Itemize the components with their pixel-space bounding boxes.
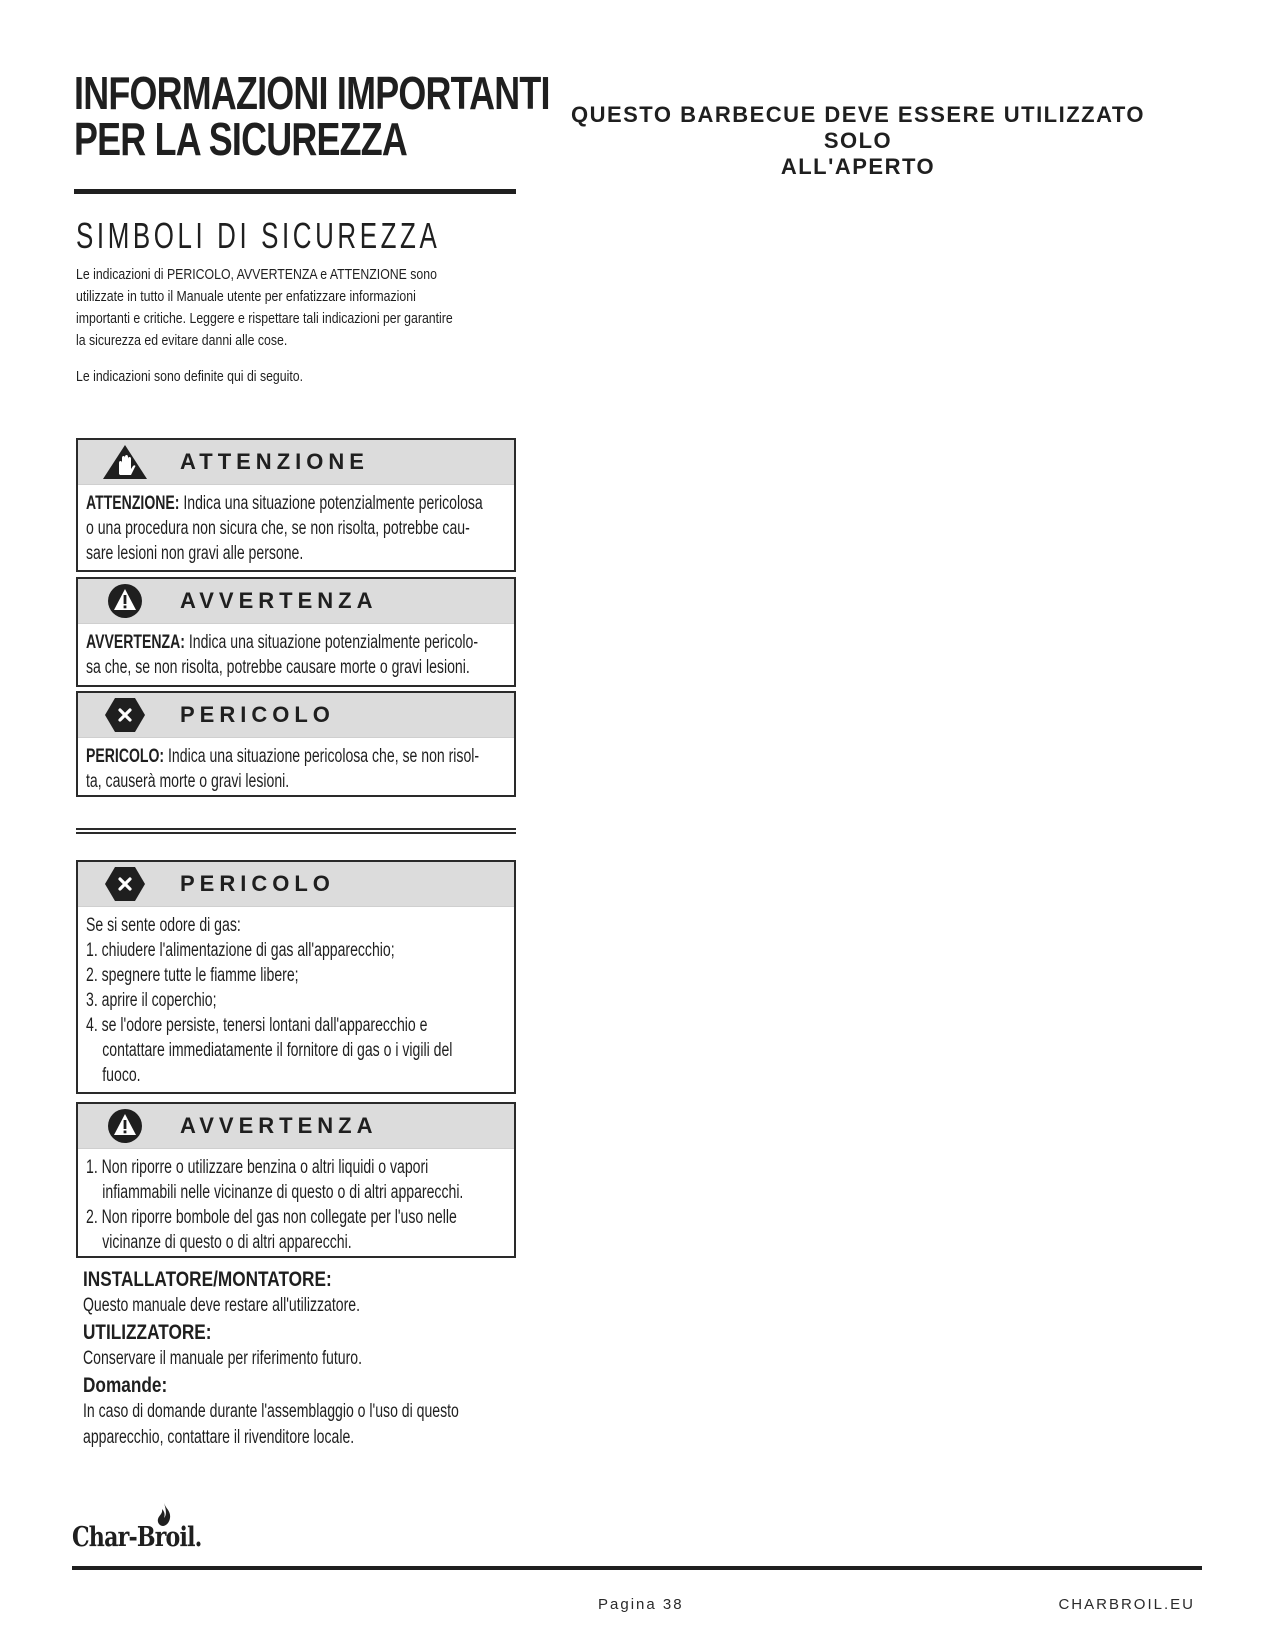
warning-triangle-icon bbox=[100, 582, 150, 620]
warning-header bbox=[78, 579, 514, 624]
danger-x-icon bbox=[100, 696, 150, 734]
char-broil-logo: Char-Broil. bbox=[72, 1504, 212, 1554]
fuel-warning-label: AVVERTENZA bbox=[180, 1113, 378, 1138]
danger-text: PERICOLO: Indica una situazione pericolosa che, se non risol- ta, causerà morte o gravi lesioni. bbox=[86, 746, 480, 792]
danger-header bbox=[78, 693, 514, 738]
gas-danger-header bbox=[78, 862, 514, 907]
intro-paragraph: Le indicazioni di PERICOLO, AVVERTENZA e ATTENZIONE sono utilizzate in tutto il Manuale utente per enfatizzare informazioni importanti e critiche. Leggere e rispettare tali indicazioni per garantire la sicurezza ed evitare danni alle cose. bbox=[76, 266, 453, 349]
gas-danger-box bbox=[76, 860, 516, 1094]
intro-paragraph-2: Le indicazioni sono definite qui di seguito. bbox=[76, 368, 304, 385]
user-text: Conservare il manuale per riferimento futuro. bbox=[83, 1348, 362, 1369]
questions-heading: Domande: bbox=[83, 1374, 168, 1397]
page-title-line-2: PER LA SICUREZZA bbox=[74, 113, 408, 165]
caution-header bbox=[78, 440, 514, 485]
user-heading: UTILIZZATORE: bbox=[83, 1321, 212, 1344]
questions-text-1: In caso di domande durante l'assemblaggio o l'uso di questo bbox=[83, 1401, 459, 1422]
outdoor-notice-line-2: ALL'APERTO bbox=[780, 154, 936, 179]
warning-text: AVVERTENZA: Indica una situazione potenzialmente pericolo- sa che, se non risolta, potrebbe causare morte o gravi lesioni. bbox=[86, 632, 479, 678]
danger-definition-box bbox=[76, 691, 516, 797]
page-title bbox=[74, 67, 550, 165]
warning-triangle-icon bbox=[100, 1107, 150, 1145]
warning-definition-box bbox=[76, 577, 516, 687]
caution-label: ATTENZIONE bbox=[180, 449, 369, 474]
danger-x-icon bbox=[100, 865, 150, 903]
installer-user-notes bbox=[83, 1266, 523, 1451]
section-divider bbox=[76, 828, 516, 834]
installer-heading: INSTALLATORE/MONTATORE: bbox=[83, 1268, 332, 1291]
page-number: Pagina 38 bbox=[598, 1596, 684, 1613]
website-link[interactable]: CHARBROIL.EU bbox=[1058, 1596, 1195, 1613]
caution-text: ATTENZIONE: Indica una situazione potenzialmente pericolosa o una procedura non sicura che, se non risolta, potrebbe cau- sare lesioni non gravi alle persone. bbox=[86, 493, 483, 564]
warning-label: AVVERTENZA bbox=[180, 588, 378, 613]
title-divider bbox=[74, 189, 516, 194]
footer-divider bbox=[72, 1566, 1202, 1570]
hand-stop-icon bbox=[100, 443, 150, 481]
gas-danger-label: PERICOLO bbox=[180, 871, 335, 896]
caution-definition-box bbox=[76, 438, 516, 572]
fuel-warning-header bbox=[78, 1104, 514, 1149]
outdoor-notice-line-1: QUESTO BARBECUE DEVE ESSERE UTILIZZATO SOLO bbox=[570, 102, 1146, 153]
fuel-warning-box bbox=[76, 1102, 516, 1258]
outdoor-use-notice bbox=[548, 102, 1168, 180]
questions-text-2: apparecchio, contattare il rivenditore locale. bbox=[83, 1427, 355, 1448]
section-title: SIMBOLI DI SICUREZZA bbox=[76, 215, 441, 256]
danger-label: PERICOLO bbox=[180, 702, 335, 727]
installer-text: Questo manuale deve restare all'utilizzatore. bbox=[83, 1295, 361, 1316]
page-title-line-1: INFORMAZIONI IMPORTANTI bbox=[74, 67, 550, 119]
gas-danger-text: Se si sente odore di gas: 1. chiudere l'alimentazione di gas all'apparecchio; 2. spegnere tutte le fiamme libere; 3. aprire il coperchio; 4. se l'odore persiste, tenersi lontani dall'apparecchio e contattare immediatamente il fornitore di gas o i vigili del fuoco. bbox=[86, 915, 453, 1086]
fuel-warning-text: 1. Non riporre o utilizzare benzina o altri liquidi o vapori infiammabili nelle vicinanze di questo o di altri apparecchi. 2. Non riporre bombole del gas non collegate per l'uso nelle vicinanze di questo o di altri apparecchi. bbox=[86, 1157, 464, 1253]
